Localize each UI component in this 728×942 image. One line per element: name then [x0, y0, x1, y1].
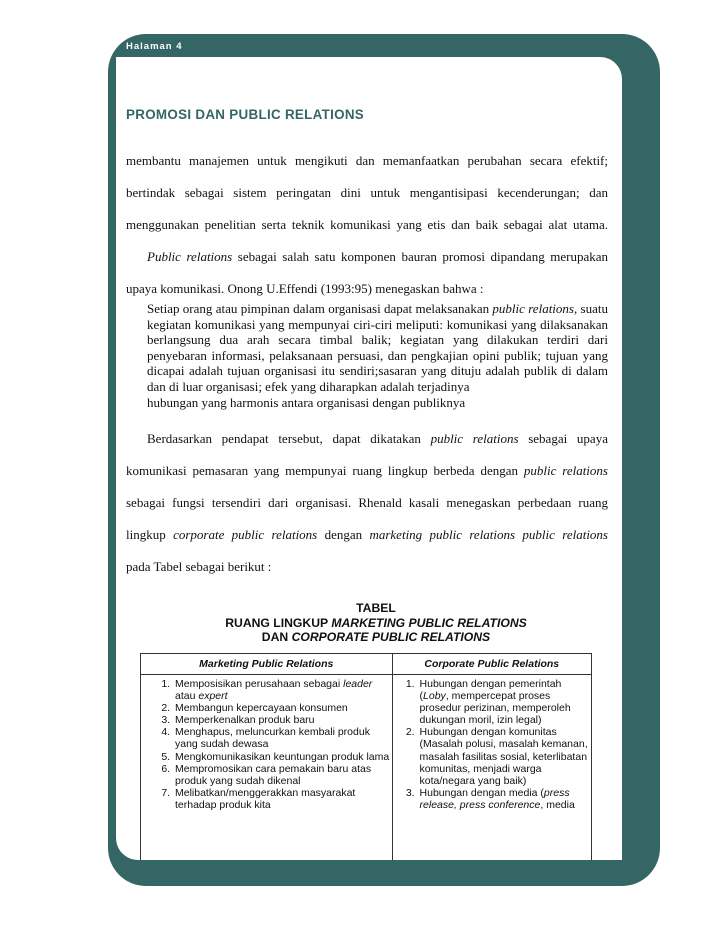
body-line: pada Tabel sebagai berikut :	[126, 559, 272, 574]
list-item: 3. Memperkenalkan produk baru	[173, 714, 392, 726]
body-line: komunikasi pemasaran yang mempunyai ruang lingkup berbeda dengan public relations	[126, 463, 608, 478]
list-item: 1. Hubungan dengan pemerintah (Loby, mempercepat proses prosedur perizinan, memperoleh dukungan moril, izin legal)	[418, 678, 591, 726]
body-line: bertindak sebagai sistem peringatan dini untuk mengantisipasi kecenderungan; dan	[126, 185, 608, 200]
body-line: Berdasarkan pendapat tersebut, dapat dikatakan public relations sebagai upaya	[147, 431, 608, 446]
list-item: 7. Melibatkan/menggerakkan masyarakat terhadap produk kita	[173, 787, 392, 811]
list-item: 3. Hubungan dengan media (press release, press conference, media	[418, 787, 591, 811]
emphasis: Public relations	[147, 249, 233, 264]
body-line: sebagai fungsi tersendiri dari organisasi. Rhenald kasali menegaskan perbedaan ruang	[126, 495, 608, 510]
body-line: membantu manajemen untuk mengikuti dan memanfaatkan perubahan secara efektif;	[126, 153, 608, 168]
section-title: PROMOSI DAN PUBLIC RELATIONS	[126, 107, 365, 122]
column-header-marketing: Marketing Public Relations	[141, 654, 393, 675]
list-item: 1. Memposisikan perusahaan sebagai leader atau expert	[173, 678, 392, 702]
list-item: 6. Mempromosikan cara pemakain baru atas produk yang sudah dikenal	[173, 763, 392, 787]
table-caption: RUANG LINGKUP MARKETING PUBLIC RELATIONS	[225, 616, 527, 630]
block-quote: Setiap orang atau pimpinan dalam organisasi dapat melaksanakan public relations, suatu kegiatan komunikasi yang mempunyai ciri-ciri meliputi: komunikasi yang dilaksanakan berlangsung dua arah secara timbal balik; kegiatan yang dilakukan terdiri dari penyebaran informasi, pelaksanaan persuasi, dan pengkajian opini publik; tujuan yang dicapai adalah tujuan organisasi itu sendiri;sasaran yang dituju adalah publik di dalam dan di luar organisasi; efek yang diharapkan adalah terjadinya hubungan yang harmonis antara organisasi dengan publiknya	[147, 301, 608, 410]
table-caption: DAN CORPORATE PUBLIC RELATIONS	[261, 630, 491, 644]
body-line: upaya komunikasi. Onong U.Effendi (1993:95) menegaskan bahwa :	[126, 281, 484, 296]
body-line: lingkup corporate public relations dengan marketing public relations public relations	[126, 527, 608, 542]
body-line: Public relations sebagai salah satu komponen bauran promosi dipandang merupakan	[147, 249, 608, 264]
column-header-corporate: Corporate Public Relations	[392, 654, 591, 675]
page-number-label: Halaman 4	[126, 41, 183, 52]
list-item: 2. Hubungan dengan komunitas (Masalah polusi, masalah kemanan, masalah fasilitas sosial, keterlibatan komunitas, menjadi warga kota/negara yang baik)	[418, 726, 591, 786]
body-line: menggunakan penelitian serta teknik komunikasi yang etis dan baik sebagai alat utama.	[126, 217, 608, 232]
corporate-list	[393, 678, 591, 811]
comparison-table	[140, 653, 592, 860]
table-caption: TABEL	[356, 601, 396, 615]
quote-last-line: hubungan yang harmonis antara organisasi dengan publiknya	[147, 394, 466, 410]
list-item: 2. Membangun kepercayaan konsumen	[173, 702, 392, 714]
marketing-cell	[141, 675, 393, 861]
emphasis: public relations	[492, 301, 574, 316]
marketing-list	[141, 678, 392, 811]
corporate-cell	[392, 675, 591, 861]
list-item: 4. Menghapus, meluncurkan kembali produk yang sudah dewasa	[173, 726, 392, 750]
list-item: 5. Mengkomunikasikan keuntungan produk lama	[173, 751, 392, 763]
